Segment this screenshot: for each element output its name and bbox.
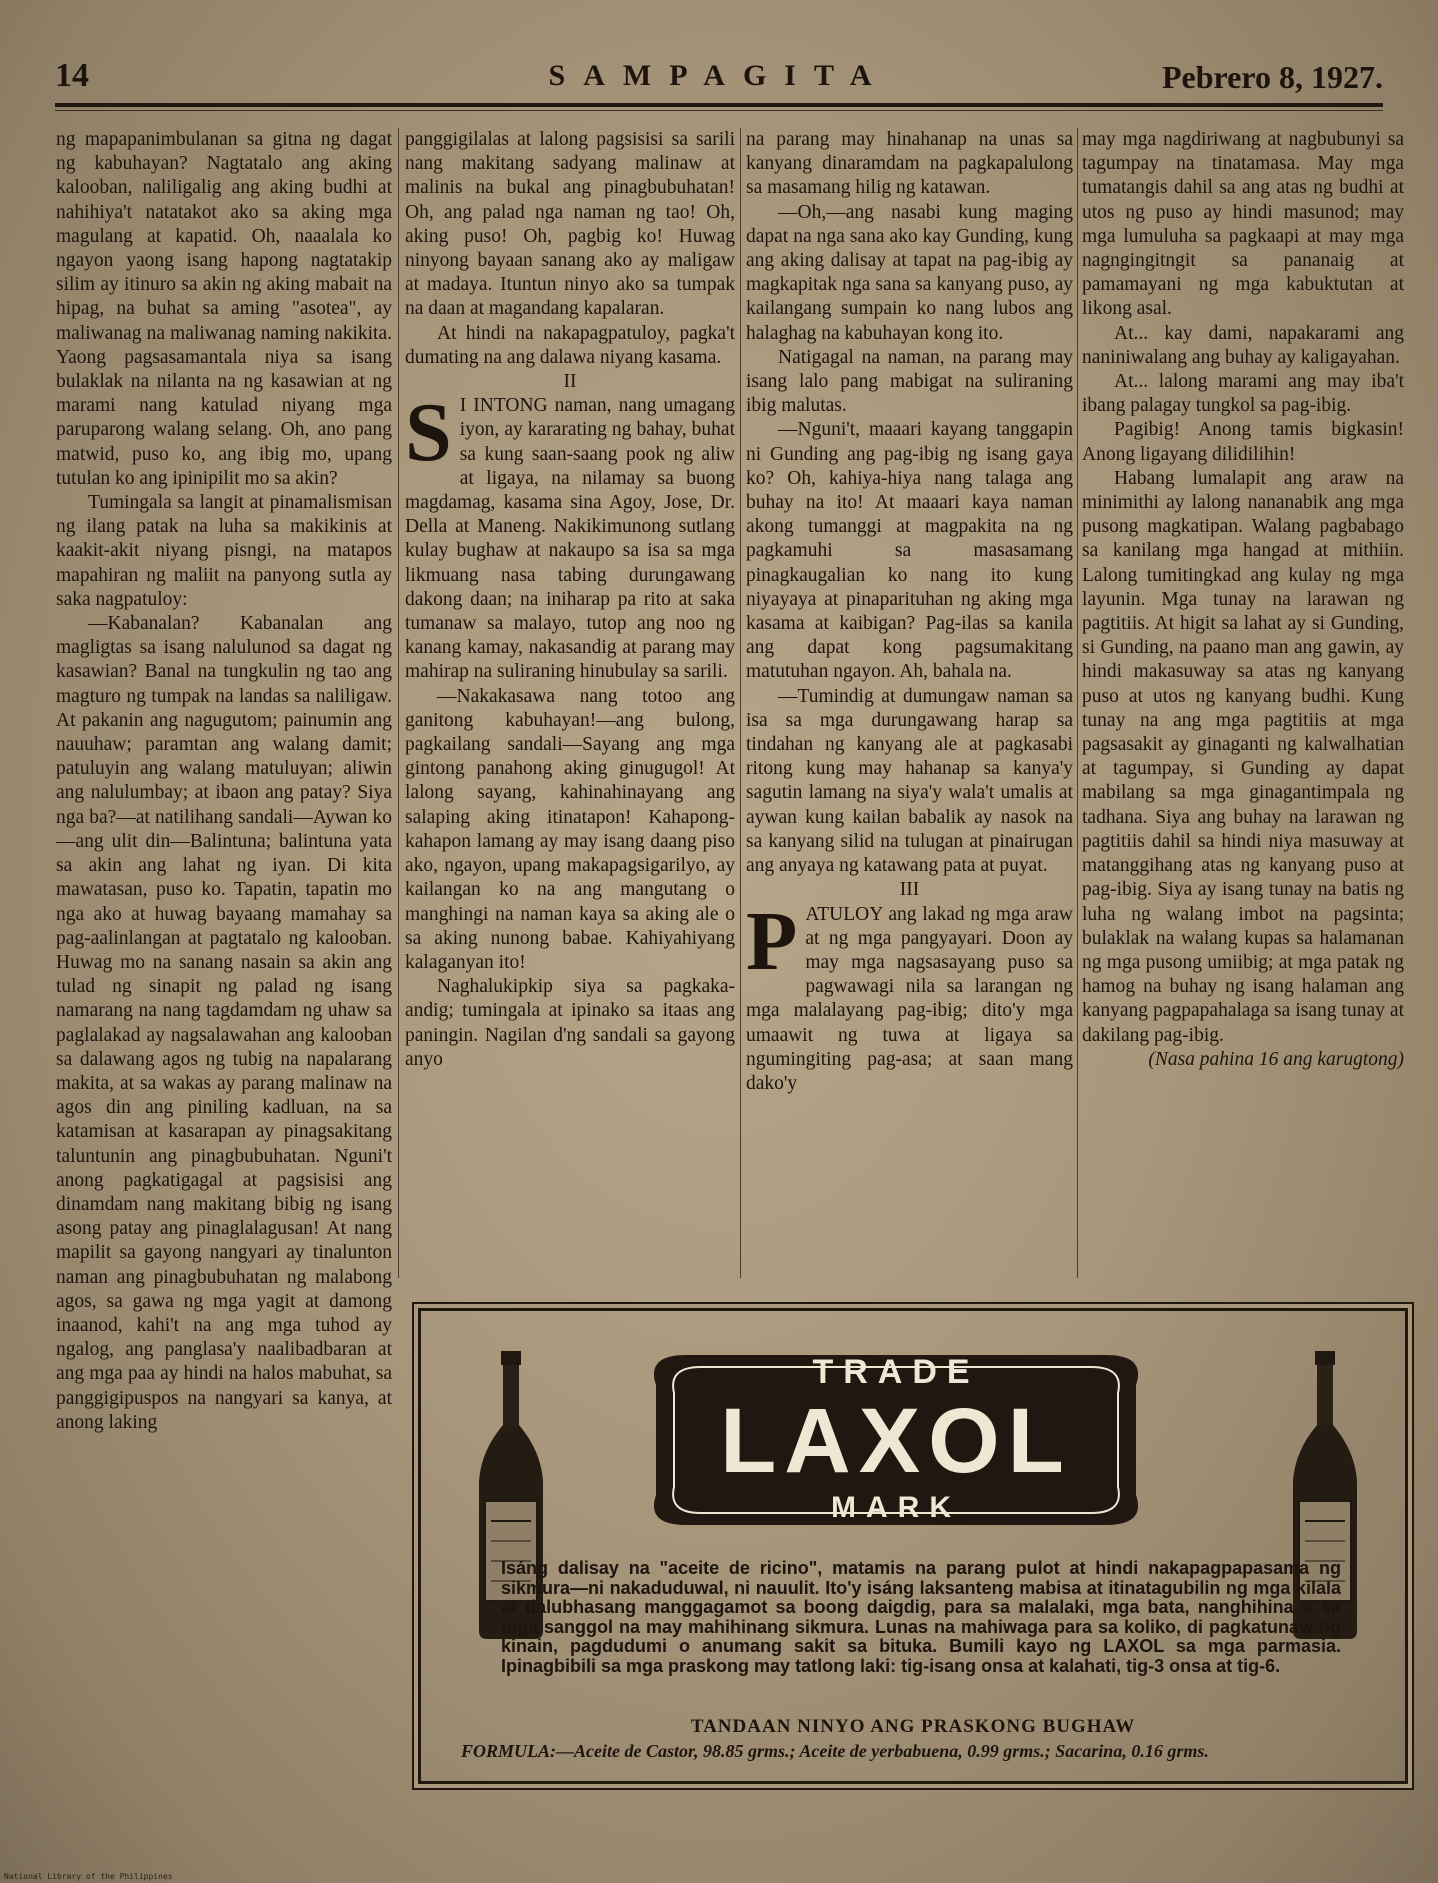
paragraph bbox=[746, 894, 1073, 1097]
paragraph: may mga nagdiriwang at nagbubunyi sa tagumpay na tinatamasa. May mga tumatangis dahil sa ang atas ng budhi at utos ng puso ay hindi masunod; may mga lumuluha sa pagkaapi at may mga nagngingitngit sa pananaig at pamamayani ng mga kabuktutan at likong asal. bbox=[1082, 129, 1404, 320]
page-number: 14 bbox=[55, 57, 89, 94]
ad-formula: FORMULA:—Aceite de Castor, 98.85 grms.; Aceite de yerbabuena, 0.99 grms.; Sacarina, 0.16 grms. bbox=[461, 1741, 1209, 1761]
mark-label: MARK bbox=[831, 1491, 961, 1524]
header-rule-thin bbox=[55, 110, 1383, 111]
trade-label: TRADE bbox=[812, 1353, 980, 1391]
paragraph: —Tumindig at dumungaw naman sa isa sa mga durungawang harap sa tindahan ng kanyang ale at pagkasabi ritong kung may hahanap sa kanya'y sagutin lamang na siya'y wala't umalis at aywan kung kailan babalik ay nasok na sa kanyang silid na tulugan at pinairugan ang anyaya ng katawang pata at puyat. bbox=[746, 685, 1073, 877]
drop-cap: S bbox=[405, 386, 452, 480]
library-credit: National Library of the Philippines bbox=[4, 1872, 173, 1881]
laxol-advertisement bbox=[418, 1308, 1408, 1784]
paragraph-text: ATULOY ang lakad ng mga araw at ng mga pangyayari. Doon ay may mga nagsasayang puso sa pagwawagi nila sa larangan ng mga malalayang pag-ibig; dito'y mga umaawit ng tuwa at ligaya sa ngumingiting pag-asa; at saan mang dako'y bbox=[746, 903, 1073, 1094]
brand-banner bbox=[646, 1345, 1146, 1535]
header-rule bbox=[55, 103, 1383, 107]
paragraph: At... lalong marami ang may iba't ibang palagay tungkol sa pag-ibig. bbox=[1082, 371, 1404, 417]
paragraph: Pagibig! Anong tamis bigkasin! Anong ligayang dilidilihin! bbox=[1082, 419, 1404, 465]
paragraph: ng mapapanimbulanan sa gitna ng dagat ng kabuhayan? Nagtatalo ang aking kalooban, naliligalig ang aking budhi at nahihiya't natatakot ako sa aking mga magulang at kapatid. Oh, naaalala ko ngayon yaong isang hapong nagtatakip silim ay itinuro sa akin ng aking mabait na hipag, na buhat sa aming "asotea", ay maliwanag na maliwanag naming nakikita. Yaong pagsasamantala niya sa isang bulaklak na nilanta na ng kasawian at ng marami nang katulad niyang mga paruparong walang selang. Oh, ano pang matwid, puso ko, ang ibig mo, upang tutulan ko ang ipinipilit mo sa akin? bbox=[56, 129, 392, 489]
ad-tagline: TANDAAN NINYO ANG PRASKONG BUGHAW bbox=[690, 1716, 1136, 1737]
brand-name: LAXOL bbox=[720, 1390, 1072, 1492]
paragraph: panggigilalas at lalong pagsisisi sa sarili nang makitang sadyang malinaw at malinis na bukal ang pinagbubuhatan! Oh, ang palad nga naman ng tao! Oh, aking puso! Oh, pagbig ko! Huwag ninyong bayaan sanang ako ay maligaw at madaya. Ituntun ninyo ako sa tumpak na daan at magandang kapalaran. bbox=[405, 129, 735, 320]
section-heading: II bbox=[563, 371, 577, 393]
issue-date: Pebrero 8, 1927. bbox=[1162, 59, 1383, 95]
paragraph: —Oh,—ang nasabi kung maging dapat na nga sana ako kay Gunding, kung ang aking dalisay at tapat na pag-ibig ay magkapitak nga sana sa kanyang puso, ay kailangang sumpain ko nang lubos ang halaghag na kabuhayan kong ito. bbox=[746, 201, 1073, 344]
paragraph-text: I INTONG naman, nang umagang iyon, ay kararating ng bahay, buhat sa kung saan-saang pook ng aliw at ligaya, na nilamay sa buong magdamag, kasama sina Agoy, Jose, Dr. Della at Maneng. Nakikimunong sutlang kulay bughaw at nakaupo sa isa sa mga likmuang nasa tabing durungawang dakong daan; na iniharap pa rito at saka tumanaw sa malayo, tutop ang noo ng kanang kamay, nakasandig at parang may mahirap na suliraning hinubulay sa sarili. bbox=[405, 395, 735, 683]
article-column-1 bbox=[56, 128, 392, 1778]
column-divider bbox=[740, 128, 741, 1278]
ad-description: Isáng dalisay na "aceite de ricino", matamis na parang pulot at hindi nakapagpapasama ng sikmura—ni nakaduduwal, ni nauulit. Ito'y isáng laksanteng mabisa at itinatagubilin ng mga kilala at dalubhasang manggagamot sa boong daigdig, para sa malalaki, mga bata, nanghihina o sa mga sanggol na may mahihinang sikmura. Lunas na mahiwaga para sa koliko, di pagkatunaw ng kinain, pagdudumi o anumang sakit sa bituka. Bumili kayo ng LAXOL sa mga parmasia. Ipinagbibili sa mga praskong may tatlong laki: tig-isang onsa at kalahati, tig-3 onsa at tig-6. bbox=[501, 1558, 1341, 1676]
section-heading: III bbox=[899, 879, 920, 901]
paragraph: Habang lumalapit ang araw na minimithi ay lalong nananabik ang mga pusong magkatipan. Walang pagbabago sa kanilang mga hangad at mithiin. Lalong tumitingkad ang kulay ng mga layunin. Mga tunay na larawan ng pagtitiis. At higit sa lahat ay si Gunding, si Gunding, na paano man ang gawin, ay hindi makasuway sa atas ng kanyang puso at utos ng kanyang budhi. Kung tunay na ang mga pagtitiis at mga pagsasakit ay ginaganti ng kalwalhatian at tagumpay, si Gunding ay dapat mabilang sa mga ginagantimpala ng tadhana. Siya ang buhay na larawan ng pagtitiis dahil sa hindi niya masuway at matanggihang atas ng kanyang puso at pag-ibig. Siya ay isang tunay na batis ng luha ng walang imbot na pagsinta; bulaklak na walang kupas sa halamanan ng mga pusong umiibig; at mga patak ng hamog na buhay ng isang halaman ang kanyang pagpapahalaga sa isang tunay at dakilang pag-ibig. bbox=[1082, 467, 1404, 1046]
paragraph: na parang may hinahanap na unas sa kanyang dinaramdam na pagkapalulong sa masamang hilig ng katawan. bbox=[746, 129, 1073, 199]
paragraph: —Kabanalan? Kabanalan ang magligtas sa isang nalulunod sa dagat ng kasawian? Banal na tungkulin ng tao ang magturo ng tumpak na landas sa naliligaw. At pakanin ang nagugutom; painumin ang nauuhaw; paramtan ang walang damit; patuluyin ang walang matuluyan; aliwin ang nalulumbay; at ibaon ang patay? Siya nga ba?—at natilihang sandali—Aywan ko—ang ulit din—Balintuna; balintuna yata sa akin ang lahat ng iyan. Di kita mawatasan, puso ko. Tapatin, tapatin mo nga ako at huwag bayaang mamahay sa pag-aalinlangan at pagtatalo ng kalooban. Huwag mo na sanang nasain sa akin ang tulad ng sinapit ng palad ng isang namarang na nang tagdamdam ng uhaw sa paglalakad ay nagsalawahan ang kalooban sa dalawang agos ng tubig na napalarang makita, at sa wakas ay parang malinaw na agos din ang piniling kadluan, na sa katamisan at kasarapan ay pinagsakitang taluntunin ang pinagbubuhatan. Nguni't anong pagkatigagal at pagsisisi ang dinamdam nang makitang bibig ng isang asong patay ang pinaglalagusan! At nang mapilit sa gayong nangyari ay tinalunton naman ang pinagbubuhatan ng malabong agos, sa gawa ng mga yagit at damong inaanod, kahi't na ang mga tuhod ay ngalog, ang panglasa'y naalibadbaran at ang mga paa ay hindi na halos mabuhat, sa panggigipuspos na nangyari sa kanya, at anong laking bbox=[56, 613, 392, 1433]
paragraph: —Nakakasawa nang totoo ang ganitong kabuhayan!—ang bulong, pagkailang sandali—Sayang ang mga gintong panahong aking ginugugol! At lalong sayang, kahinahinayang ang salaping aking itinatapon! Kahapong-kahapon lamang ay may isang daang piso ako, ngayon, upang makapagsigarilyo, ay kailangan ko na ang mangutang o manghingi na naman kaya sa aking ale o sa aking nunong babae. Kahiyahiyang kalaganyan ito! bbox=[405, 685, 735, 973]
paragraph: At... kay dami, napakarami ang naniniwalang ang buhay ay kaligayahan. bbox=[1082, 322, 1404, 368]
masthead-title: SAMPAGITA bbox=[548, 59, 890, 92]
article-column-3 bbox=[746, 128, 1073, 1280]
article-column-4 bbox=[1082, 128, 1404, 1280]
paragraph: Naghalukipkip siya sa pagkaka-andig; tumingala at ipinako sa itaas ang paningin. Nagilan d'ng sandali sa gayong anyo bbox=[405, 976, 735, 1070]
paragraph: At hindi na nakapagpatuloy, pagka't dumating na ang dalawa niyang kasama. bbox=[405, 322, 735, 368]
paragraph: —Nguni't, maaari kayang tanggapin ni Gunding ang pag-ibig ng isang gaya ko? Oh, kahiya-hiya nang talaga ang buhay na ito! At maaari kaya naman akong tumanggi at magpakita na ng pagkamuhi sa masasamang pinagkaugalian ko nang ito kung niyayaya at pinaparituhan ng aking mga kasama at kaibigan? Pag-ilas sa kanila ang dapat kong pagsumakitang matutuhan ngayon. Ah, bahala na. bbox=[746, 419, 1073, 683]
paragraph: Natigagal na naman, na parang may isang lalo pang mabigat na suliraning ibig malutas. bbox=[746, 346, 1073, 417]
column-divider bbox=[1077, 128, 1078, 1278]
paragraph: Tumingala sa langit at pinamalismisan ng ilang patak na luha sa makikinis at kaakit-akit niyang pisngi, na matapos mapahiran ng maliit na panyong sutla ay saka nagpatuloy: bbox=[56, 492, 392, 610]
continued-note: (Nasa pahina 16 ang karugtong) bbox=[1148, 1048, 1404, 1070]
paragraph bbox=[405, 386, 735, 684]
article-column-2 bbox=[405, 128, 735, 1280]
column-divider bbox=[398, 128, 399, 1278]
drop-cap: P bbox=[746, 894, 798, 988]
